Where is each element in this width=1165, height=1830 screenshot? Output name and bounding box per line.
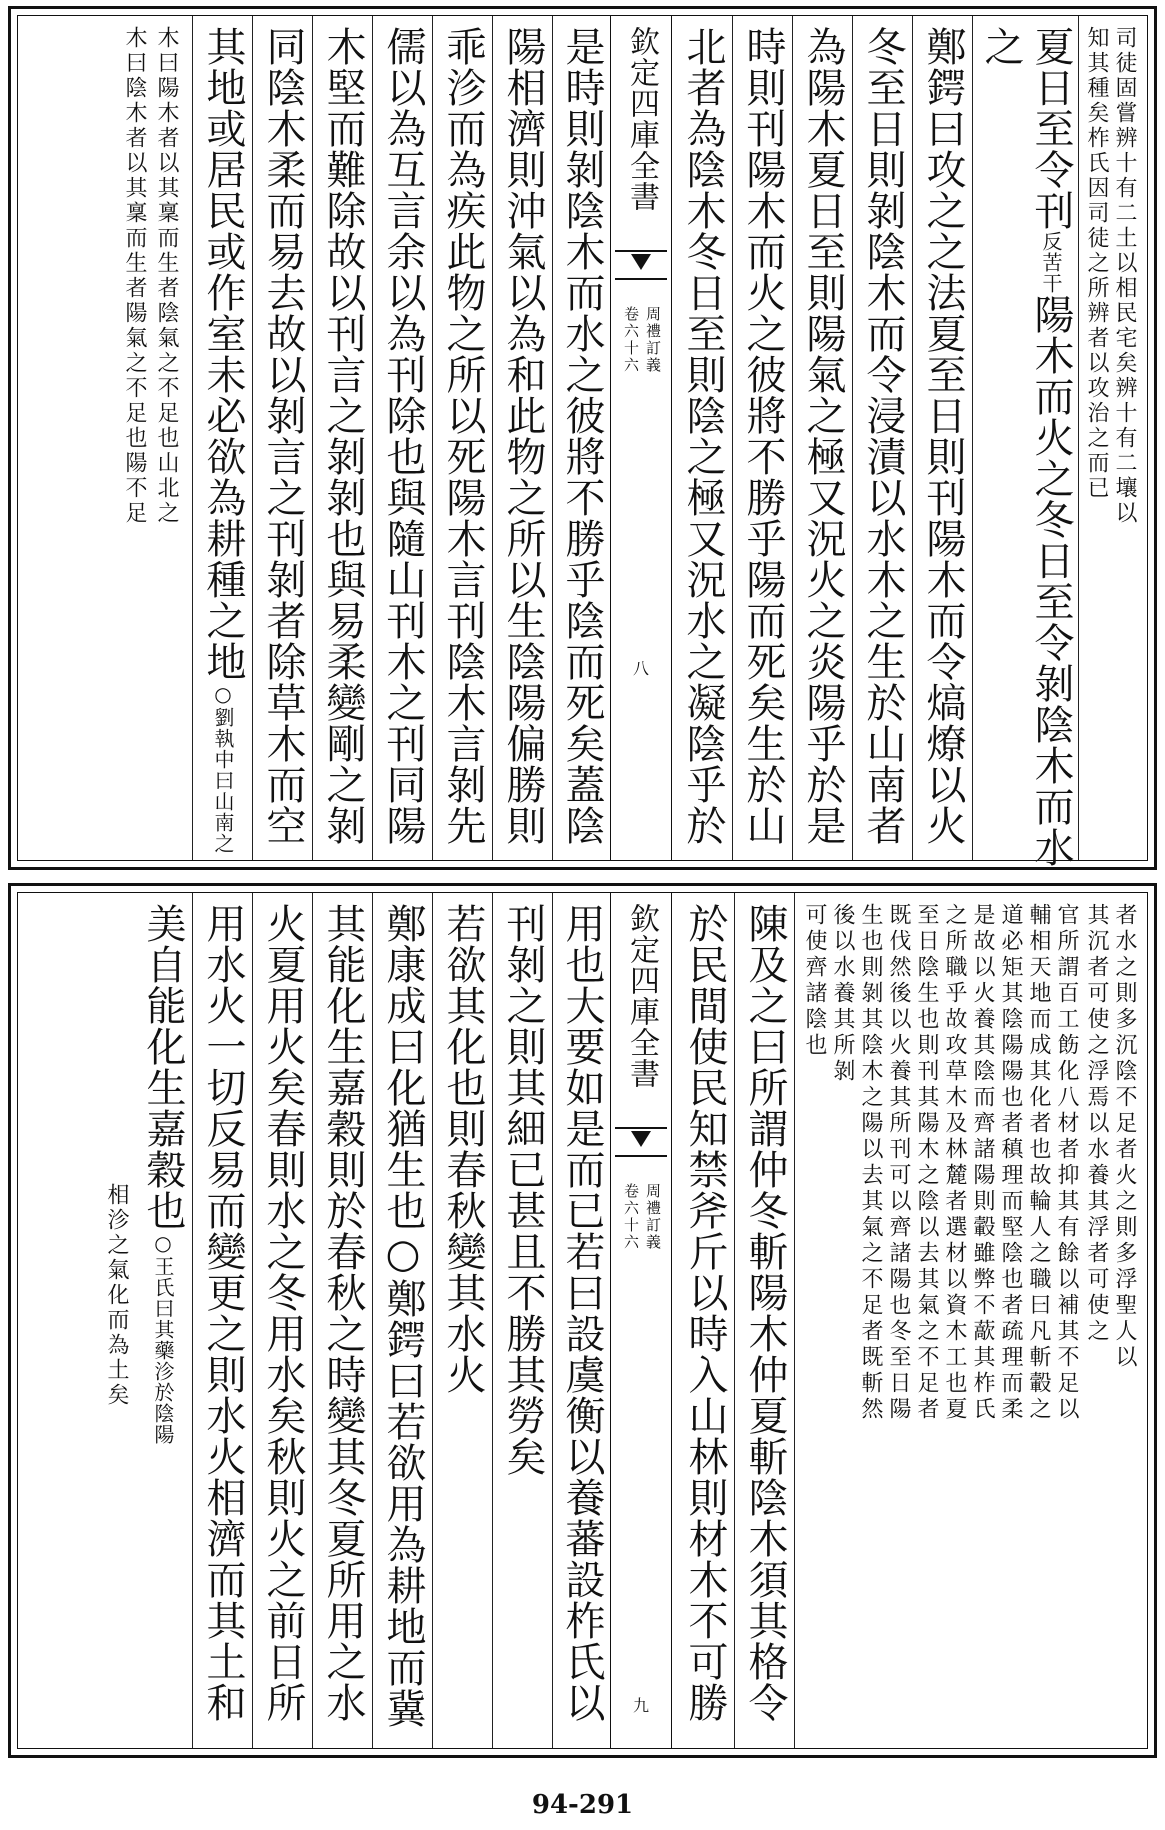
text-column: 輔相天地而成其化者也故輪人之職曰凡斬轂之 xyxy=(1026,903,1051,1423)
bottom-page-frame xyxy=(17,892,1148,1749)
fish-tail-mark xyxy=(615,250,667,280)
text-column: 鄭鍔曰攻之之法夏至日則刊陽木而令熇燎以火 xyxy=(920,26,966,846)
text-column: 木曰陰木者以其稟而生者陽氣之不足也陽不足 xyxy=(122,26,147,526)
text-column: 乖沴而為疾此物之所以死陽木言刊陰木言剝先 xyxy=(440,26,486,846)
text-column: 夏日至令刊反苦干陽木而火之冬日至令剝陰木而水 xyxy=(1028,26,1074,868)
text-column: 木堅而難除故以刊言之剝剝也與易柔變剛之剝 xyxy=(320,26,366,846)
text-column: 是時則剝陰木而水之彼將不勝乎陰而死矣蓋陰 xyxy=(559,26,605,846)
top-page-frame xyxy=(17,15,1148,868)
text-column: 於民間使民知禁斧斤以時入山林則材木不可勝 xyxy=(682,903,728,1723)
text-column: 為陽木夏日至則陽氣之極又況火之炎陽乎於是 xyxy=(800,26,846,846)
text-column: 鄭康成曰化猶生也○鄭鍔曰若欲用為耕地而冀 xyxy=(380,903,426,1729)
text-column: 陳及之曰所謂仲冬斬陽木仲夏斬陰木須其格令 xyxy=(742,903,788,1723)
book-title: 欽定四庫全書 xyxy=(624,903,659,1089)
text-column: 是故以火養其陰而齊諸陽則轂雖弊不藃其柞氏 xyxy=(970,903,995,1423)
text-column: 其能化生嘉穀則於春秋之時變其冬夏所用之水 xyxy=(320,903,366,1723)
page-number: 八 xyxy=(633,659,650,678)
text-column: 至日陰生也則刊其陽木之陰以去其氣之不足者 xyxy=(914,903,939,1423)
text-column: 冬至日則剝陰木而令浸漬以水木之生於山南者 xyxy=(860,26,906,846)
text-column: 相沴之氣化而為土矣 xyxy=(104,1183,129,1408)
text-column: 官所謂百工飭化八材者抑其有餘以補其不足以 xyxy=(1054,903,1079,1423)
text-column: 道必矩其陰陽陽也者稹理而堅陰也者疏理而柔 xyxy=(998,903,1023,1423)
volume-label: 卷六十六 xyxy=(622,1183,640,1251)
text-column: 刊剝之則其細已甚且不勝其勞矣 xyxy=(500,903,546,1477)
text-column: 用也大要如是而已若曰設虞衡以養蕃設柞氏以 xyxy=(559,903,605,1723)
text-column: 生也則剝其陰木之陽以去其氣之不足者既斬然 xyxy=(858,903,883,1423)
text-column: 既伐然後以火養其所刊可以齊諸陽也冬至日陽 xyxy=(886,903,911,1423)
text-column: 之所職乎故攻草木及林麓者選材以資木工也夏 xyxy=(942,903,967,1423)
book-title: 欽定四庫全書 xyxy=(624,26,659,212)
text-column: 時則刊陽木而火之彼將不勝乎陽而死矣生於山 xyxy=(740,26,786,846)
top-page xyxy=(8,6,1157,870)
volume-label: 卷六十六 xyxy=(622,306,640,374)
text-column: 火夏用火矣春則水之冬用水矣秋則火之前日所 xyxy=(260,903,306,1723)
text-column: 若欲其化也則春秋變其水火 xyxy=(440,903,486,1395)
text-column: 司徒固嘗辨十有二土以相民宅矣辨十有二壤以 xyxy=(1112,26,1137,526)
page-code: 94-291 xyxy=(531,1790,634,1820)
text-column: 者水之則多沉陰不足者火之則多浮聖人以 xyxy=(1112,903,1137,1371)
text-column: 後以水養其所剝 xyxy=(830,903,855,1085)
text-column: 可使齊諸陰也 xyxy=(802,903,827,1059)
text-column: 同陰木柔而易去故以剝言之刊剝者除草木而空 xyxy=(260,26,306,846)
text-column: 美自能化生嘉穀也○王氏曰其藥沴於陰陽 xyxy=(140,903,186,1445)
text-column: 之 xyxy=(978,26,1024,67)
bottom-page xyxy=(8,883,1157,1758)
center-header-strip xyxy=(610,893,672,1748)
text-column: 北者為陰木冬日至則陰之極又況水之凝陰乎於 xyxy=(680,26,726,846)
page-number: 九 xyxy=(633,1696,650,1715)
text-column: 木曰陽木者以其稟而生者陰氣之不足也山北之 xyxy=(154,26,179,526)
text-column: 陽相濟則沖氣以為和此物之所以生陰陽偏勝則 xyxy=(500,26,546,846)
text-column: 其地或居民或作室未必欲為耕種之地○劉執中曰山南之 xyxy=(200,26,246,854)
center-header-strip xyxy=(610,16,672,860)
fish-tail-mark xyxy=(615,1127,667,1157)
text-column: 用水火一切反易而變更之則水火相濟而其土和 xyxy=(200,903,246,1723)
book-name: 周禮訂義 xyxy=(644,306,662,374)
book-name: 周禮訂義 xyxy=(644,1183,662,1251)
text-column: 知其種矣柞氏因司徒之所辨者以攻治之而已 xyxy=(1084,26,1109,501)
text-column: 儒以為互言余以為刊除也與隨山刊木之刊同陽 xyxy=(380,26,426,846)
text-column: 其沉者可使之浮焉以水養其浮者可使之 xyxy=(1084,903,1109,1345)
